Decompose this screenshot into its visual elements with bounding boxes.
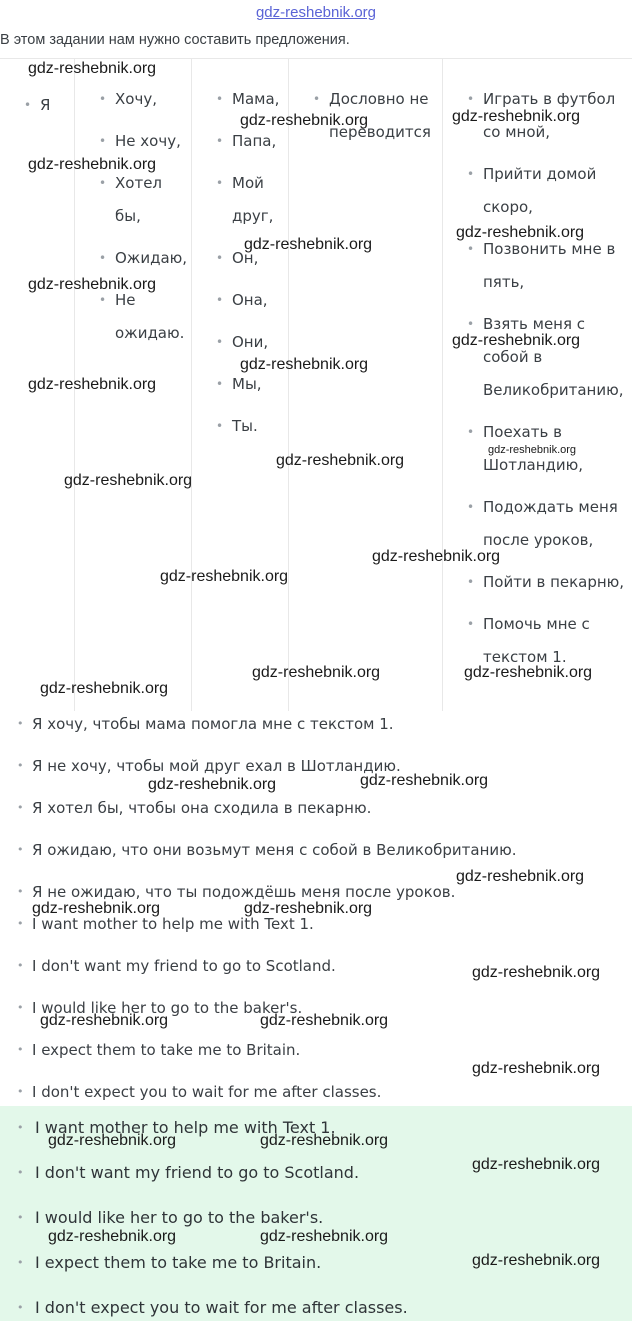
watermark: gdz-reshebnik.org (244, 900, 373, 917)
list-item: • Я не хочу, чтобы мой друг ехал в Шотландию. (0, 750, 632, 792)
list-item: • Подождать меня после уроков, (467, 491, 630, 557)
watermark: gdz-reshebnik.org (48, 1228, 177, 1245)
list-item: • Я ожидаю, что они возьмут меня с собой в Великобританию. (0, 834, 632, 876)
list-item: • Я не ожидаю, что ты подождёшь меня после уроков. (0, 876, 632, 918)
watermark: gdz-reshebnik.org (260, 1228, 389, 1245)
list-item: • Прийти домой скоро, (467, 158, 630, 224)
list-item: • Папа, (216, 125, 286, 158)
list-item: • Я (24, 89, 74, 122)
column-object-list (216, 83, 286, 443)
list-item: • I don't want my friend to go to Scotland. (0, 950, 632, 992)
list-item: • Ты. (216, 410, 286, 443)
watermark: gdz-reshebnik.org (456, 868, 585, 885)
column-action-list (467, 83, 630, 674)
watermark: gdz-reshebnik.org (240, 356, 369, 373)
list-item: • Хочу, (99, 83, 189, 116)
list-item: • Я хочу, чтобы мама помогла мне с текстом 1. (0, 708, 632, 750)
list-item: • Взять меня с собой в Великобританию, (467, 308, 630, 407)
column-particle (289, 59, 443, 711)
column-verb-list (99, 83, 189, 350)
column-action (443, 59, 632, 711)
list-item: • Хотел бы, (99, 167, 189, 233)
list-item: • Позвонить мне в пять, (467, 233, 630, 299)
watermark: gdz-reshebnik.org (260, 1132, 389, 1149)
task-intro: В этом задании нам нужно составить предложения. (0, 32, 350, 48)
russian-sentence-list (0, 708, 632, 918)
list-item: • I would like her to go to the baker's. (0, 992, 632, 1034)
list-item: • Они, (216, 326, 286, 359)
site-header-link[interactable]: gdz-reshebnik.org (255, 4, 377, 21)
watermark: gdz-reshebnik.org (372, 548, 501, 565)
list-item: • Он, (216, 242, 286, 275)
list-item: • I want mother to help me with Text 1. (0, 908, 632, 950)
list-item: • Поехать в Шотландию, (467, 416, 630, 482)
watermark: gdz-reshebnik.org (40, 1012, 169, 1029)
watermark: gdz-reshebnik.org (28, 156, 157, 173)
watermark: gdz-reshebnik.org (244, 236, 373, 253)
list-item: • I expect them to take me to Britain. (0, 1247, 632, 1292)
watermark: gdz-reshebnik.org (276, 452, 405, 469)
watermark: gdz-reshebnik.org (472, 1156, 601, 1173)
watermark: gdz-reshebnik.org (148, 776, 277, 793)
list-item: • I don't expect you to wait for me after classes. (0, 1076, 632, 1118)
list-item: • Мама, (216, 83, 286, 116)
watermark: gdz-reshebnik.org (472, 1060, 601, 1077)
list-item: • I want mother to help me with Text 1. (0, 1112, 632, 1157)
watermark: gdz-reshebnik.org (48, 1132, 177, 1149)
watermark: gdz-reshebnik.org (160, 568, 289, 585)
watermark: gdz-reshebnik.org (452, 332, 581, 349)
list-item: • Не хочу, (99, 125, 189, 158)
watermark: gdz-reshebnik.org (28, 376, 157, 393)
watermark: gdz-reshebnik.org (472, 964, 601, 981)
watermark: gdz-reshebnik.org (252, 664, 381, 681)
list-item: • I don't expect you to wait for me after classes. (0, 1292, 632, 1337)
list-item: • I don't want my friend to go to Scotland. (0, 1157, 632, 1202)
watermark: gdz-reshebnik.org (240, 112, 369, 129)
list-item: • Играть в футбол со мной, (467, 83, 630, 149)
column-subject-list (24, 89, 74, 122)
watermark: gdz-reshebnik.org (456, 224, 585, 241)
list-item: • Пойти в пекарню, (467, 566, 630, 599)
watermark: gdz-reshebnik.org (452, 108, 581, 125)
watermark: gdz-reshebnik.org (488, 444, 577, 456)
watermark: gdz-reshebnik.org (28, 60, 157, 77)
list-item: • Мы, (216, 368, 286, 401)
list-item: • Ожидаю, (99, 242, 189, 275)
watermark: gdz-reshebnik.org (260, 1012, 389, 1029)
watermark: gdz-reshebnik.org (464, 664, 593, 681)
list-item: • Я хотел бы, чтобы она сходила в пекарню. (0, 792, 632, 834)
watermark: gdz-reshebnik.org (40, 680, 169, 697)
watermark: gdz-reshebnik.org (32, 900, 161, 917)
watermark: gdz-reshebnik.org (472, 1252, 601, 1269)
list-item: • Дословно не переводится (313, 83, 440, 149)
watermark: gdz-reshebnik.org (64, 472, 193, 489)
list-item: • Помочь мне с текстом 1. (467, 608, 630, 674)
list-item: • Не ожидаю. (99, 284, 189, 350)
list-item: • I expect them to take me to Britain. (0, 1034, 632, 1076)
list-item: • Мой друг, (216, 167, 286, 233)
column-object (192, 59, 289, 711)
watermark: gdz-reshebnik.org (360, 772, 489, 789)
list-item: • Она, (216, 284, 286, 317)
list-item: • I would like her to go to the baker's. (0, 1202, 632, 1247)
watermark: gdz-reshebnik.org (28, 276, 157, 293)
